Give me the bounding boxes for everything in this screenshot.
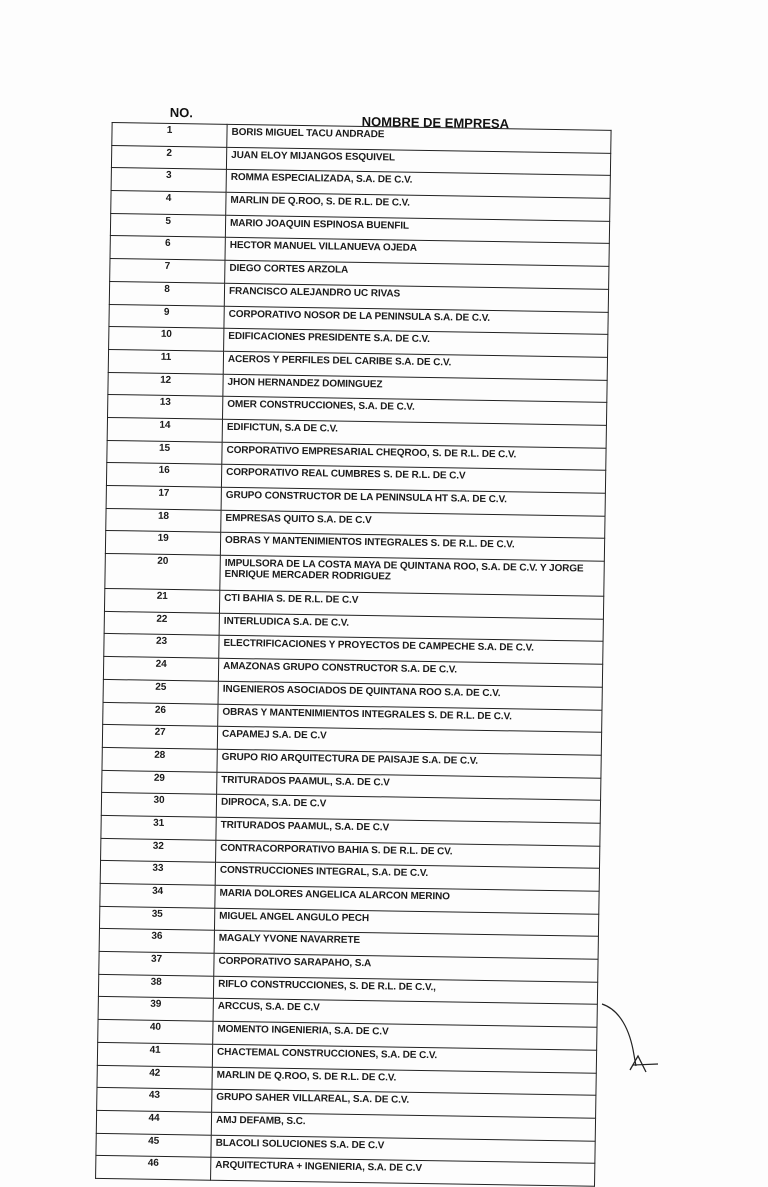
row-number: 9 — [109, 304, 224, 328]
company-name: ROMMA ESPECIALIZADA, S.A. DE C.V. — [226, 170, 610, 199]
company-name: TRITURADOS PAAMUL, S.A. DE C.V — [216, 817, 600, 846]
row-number: 23 — [104, 634, 219, 658]
row-number: 1 — [112, 123, 227, 147]
row-number: 28 — [102, 747, 217, 771]
company-name: BORIS MIGUEL TACU ANDRADE — [227, 124, 611, 153]
row-number: 12 — [108, 372, 223, 396]
company-name: GRUPO CONSTRUCTOR DE LA PENINSULA HT S.A. DE C.V. — [221, 487, 605, 516]
row-number: 6 — [110, 236, 225, 260]
row-number: 8 — [109, 281, 224, 305]
row-number: 25 — [103, 679, 218, 703]
company-name: CONTRACORPORATIVO BAHIA S. DE R.L. DE CV. — [216, 840, 600, 869]
company-name: HECTOR MANUEL VILLANUEVA OJEDA — [225, 238, 609, 267]
company-name: TRITURADOS PAAMUL, S.A. DE C.V — [217, 772, 601, 801]
row-number: 29 — [102, 770, 217, 794]
row-number: 43 — [97, 1088, 212, 1112]
company-name: MARLIN DE Q.ROO, S. DE R.L. DE C.V. — [212, 1067, 596, 1096]
company-name: ARCCUS, S.A. DE C.V — [213, 999, 597, 1028]
company-name: EMPRESAS QUITO S.A. DE C.V — [221, 510, 605, 539]
company-name: OBRAS Y MANTENIMIENTOS INTEGRALES S. DE R.L. DE C.V. — [218, 704, 602, 733]
company-name: CHACTEMAL CONSTRUCCIONES, S.A. DE C.V. — [212, 1044, 596, 1073]
company-name: MARIO JOAQUIN ESPINOSA BUENFIL — [225, 215, 609, 244]
row-number: 4 — [111, 191, 226, 215]
row-number: 2 — [111, 145, 226, 169]
row-number: 44 — [96, 1110, 211, 1134]
row-number: 10 — [109, 327, 224, 351]
company-name: DIEGO CORTES ARZOLA — [225, 260, 609, 289]
row-number: 16 — [106, 463, 221, 487]
company-name: AMAZONAS GRUPO CONSTRUCTOR S.A. DE C.V. — [218, 658, 602, 687]
company-name: ARQUITECTURA + INGENIERIA, S.A. DE C.V — [211, 1157, 595, 1186]
row-number: 41 — [97, 1042, 212, 1066]
row-number: 37 — [99, 951, 214, 975]
row-number: 15 — [107, 440, 222, 464]
row-number: 31 — [101, 815, 216, 839]
row-number: 34 — [100, 883, 215, 907]
company-name: DIPROCA, S.A. DE C.V — [216, 794, 600, 823]
row-number: 22 — [104, 611, 219, 635]
row-number: 26 — [103, 702, 218, 726]
row-number: 45 — [96, 1133, 211, 1157]
row-number: 39 — [98, 997, 213, 1021]
company-name: INTERLUDICA S.A. DE C.V. — [219, 613, 603, 642]
company-name: GRUPO SAHER VILLAREAL, S.A. DE C.V. — [212, 1089, 596, 1118]
row-number: 3 — [111, 168, 226, 192]
company-name: MOMENTO INGENIERIA, S.A. DE C.V — [213, 1021, 597, 1050]
company-table — [95, 122, 612, 1187]
row-number: 46 — [96, 1156, 211, 1180]
row-number: 17 — [106, 485, 221, 509]
row-number: 19 — [105, 531, 220, 555]
row-number: 32 — [101, 838, 216, 862]
column-header-name: NOMBRE DE EMPRESA — [361, 113, 510, 132]
row-number: 24 — [103, 657, 218, 681]
company-name: MIGUEL ANGEL ANGULO PECH — [214, 908, 598, 937]
company-name: CORPORATIVO SARAPAHO, S.A — [214, 953, 598, 982]
row-number: 11 — [108, 349, 223, 373]
company-name: RIFLO CONSTRUCCIONES, S. DE R.L. DE C.V., — [213, 976, 597, 1005]
company-name: MARLIN DE Q.ROO, S. DE R.L. DE C.V. — [226, 192, 610, 221]
row-number: 21 — [104, 589, 219, 613]
row-number: 18 — [106, 508, 221, 532]
row-number: 13 — [108, 395, 223, 419]
company-name: GRUPO RIO ARQUITECTURA DE PAISAJE S.A. DE C.V. — [217, 749, 601, 778]
row-number: 36 — [99, 929, 214, 953]
company-name: INGENIEROS ASOCIADOS DE QUINTANA ROO S.A. DE C.V. — [218, 681, 602, 710]
company-name: CONSTRUCCIONES INTEGRAL, S.A. DE C.V. — [215, 863, 599, 892]
row-number: 33 — [100, 861, 215, 885]
company-name: MAGALY YVONE NAVARRETE — [214, 931, 598, 960]
company-name: AMJ DEFAMB, S.C. — [211, 1112, 595, 1141]
company-name: CAPAMEJ S.A. DE C.V — [217, 726, 601, 755]
column-header-no: NO. — [169, 104, 194, 121]
row-number: 38 — [98, 974, 213, 998]
company-name: CTI BAHIA S. DE R.L. DE C.V — [219, 590, 603, 619]
company-name: CORPORATIVO NOSOR DE LA PENINSULA S.A. DE C.V. — [224, 306, 608, 335]
row-number: 27 — [102, 725, 217, 749]
row-number: 5 — [110, 213, 225, 237]
handwritten-signature-mark — [600, 1000, 670, 1080]
row-number: 40 — [98, 1020, 213, 1044]
company-list — [95, 100, 632, 1187]
company-name: BLACOLI SOLUCIONES S.A. DE C.V — [211, 1135, 595, 1164]
company-name: JHON HERNANDEZ DOMINGUEZ — [223, 374, 607, 403]
row-number: 20 — [105, 554, 221, 591]
row-number: 7 — [110, 259, 225, 283]
row-number: 42 — [97, 1065, 212, 1089]
company-name: FRANCISCO ALEJANDRO UC RIVAS — [224, 283, 608, 312]
company-name: ELECTRIFICACIONES Y PROYECTOS DE CAMPECHE S.A. DE C.V. — [219, 636, 603, 665]
company-name: CORPORATIVO REAL CUMBRES S. DE R.L. DE C.V — [221, 465, 605, 494]
company-name: OMER CONSTRUCCIONES, S.A. DE C.V. — [222, 397, 606, 426]
row-number: 30 — [101, 793, 216, 817]
row-number: 14 — [107, 417, 222, 441]
company-name: IMPULSORA DE LA COSTA MAYA DE QUINTANA ROO, S.A. DE C.V. Y JORGE ENRIQUE MERCADER RODRIGUEZ — [220, 555, 605, 596]
company-name: MARIA DOLORES ANGELICA ALARCON MERINO — [215, 885, 599, 914]
company-name: EDIFICTUN, S.A DE C.V. — [222, 419, 606, 448]
company-name: JUAN ELOY MIJANGOS ESQUIVEL — [226, 147, 610, 176]
company-name: CORPORATIVO EMPRESARIAL CHEQROO, S. DE R.L. DE C.V. — [222, 442, 606, 471]
row-number: 35 — [99, 906, 214, 930]
company-name: EDIFICACIONES PRESIDENTE S.A. DE C.V. — [224, 328, 608, 357]
company-name: OBRAS Y MANTENIMIENTOS INTEGRALES S. DE R.L. DE C.V. — [220, 533, 604, 562]
company-name: ACEROS Y PERFILES DEL CARIBE S.A. DE C.V. — [223, 351, 607, 380]
